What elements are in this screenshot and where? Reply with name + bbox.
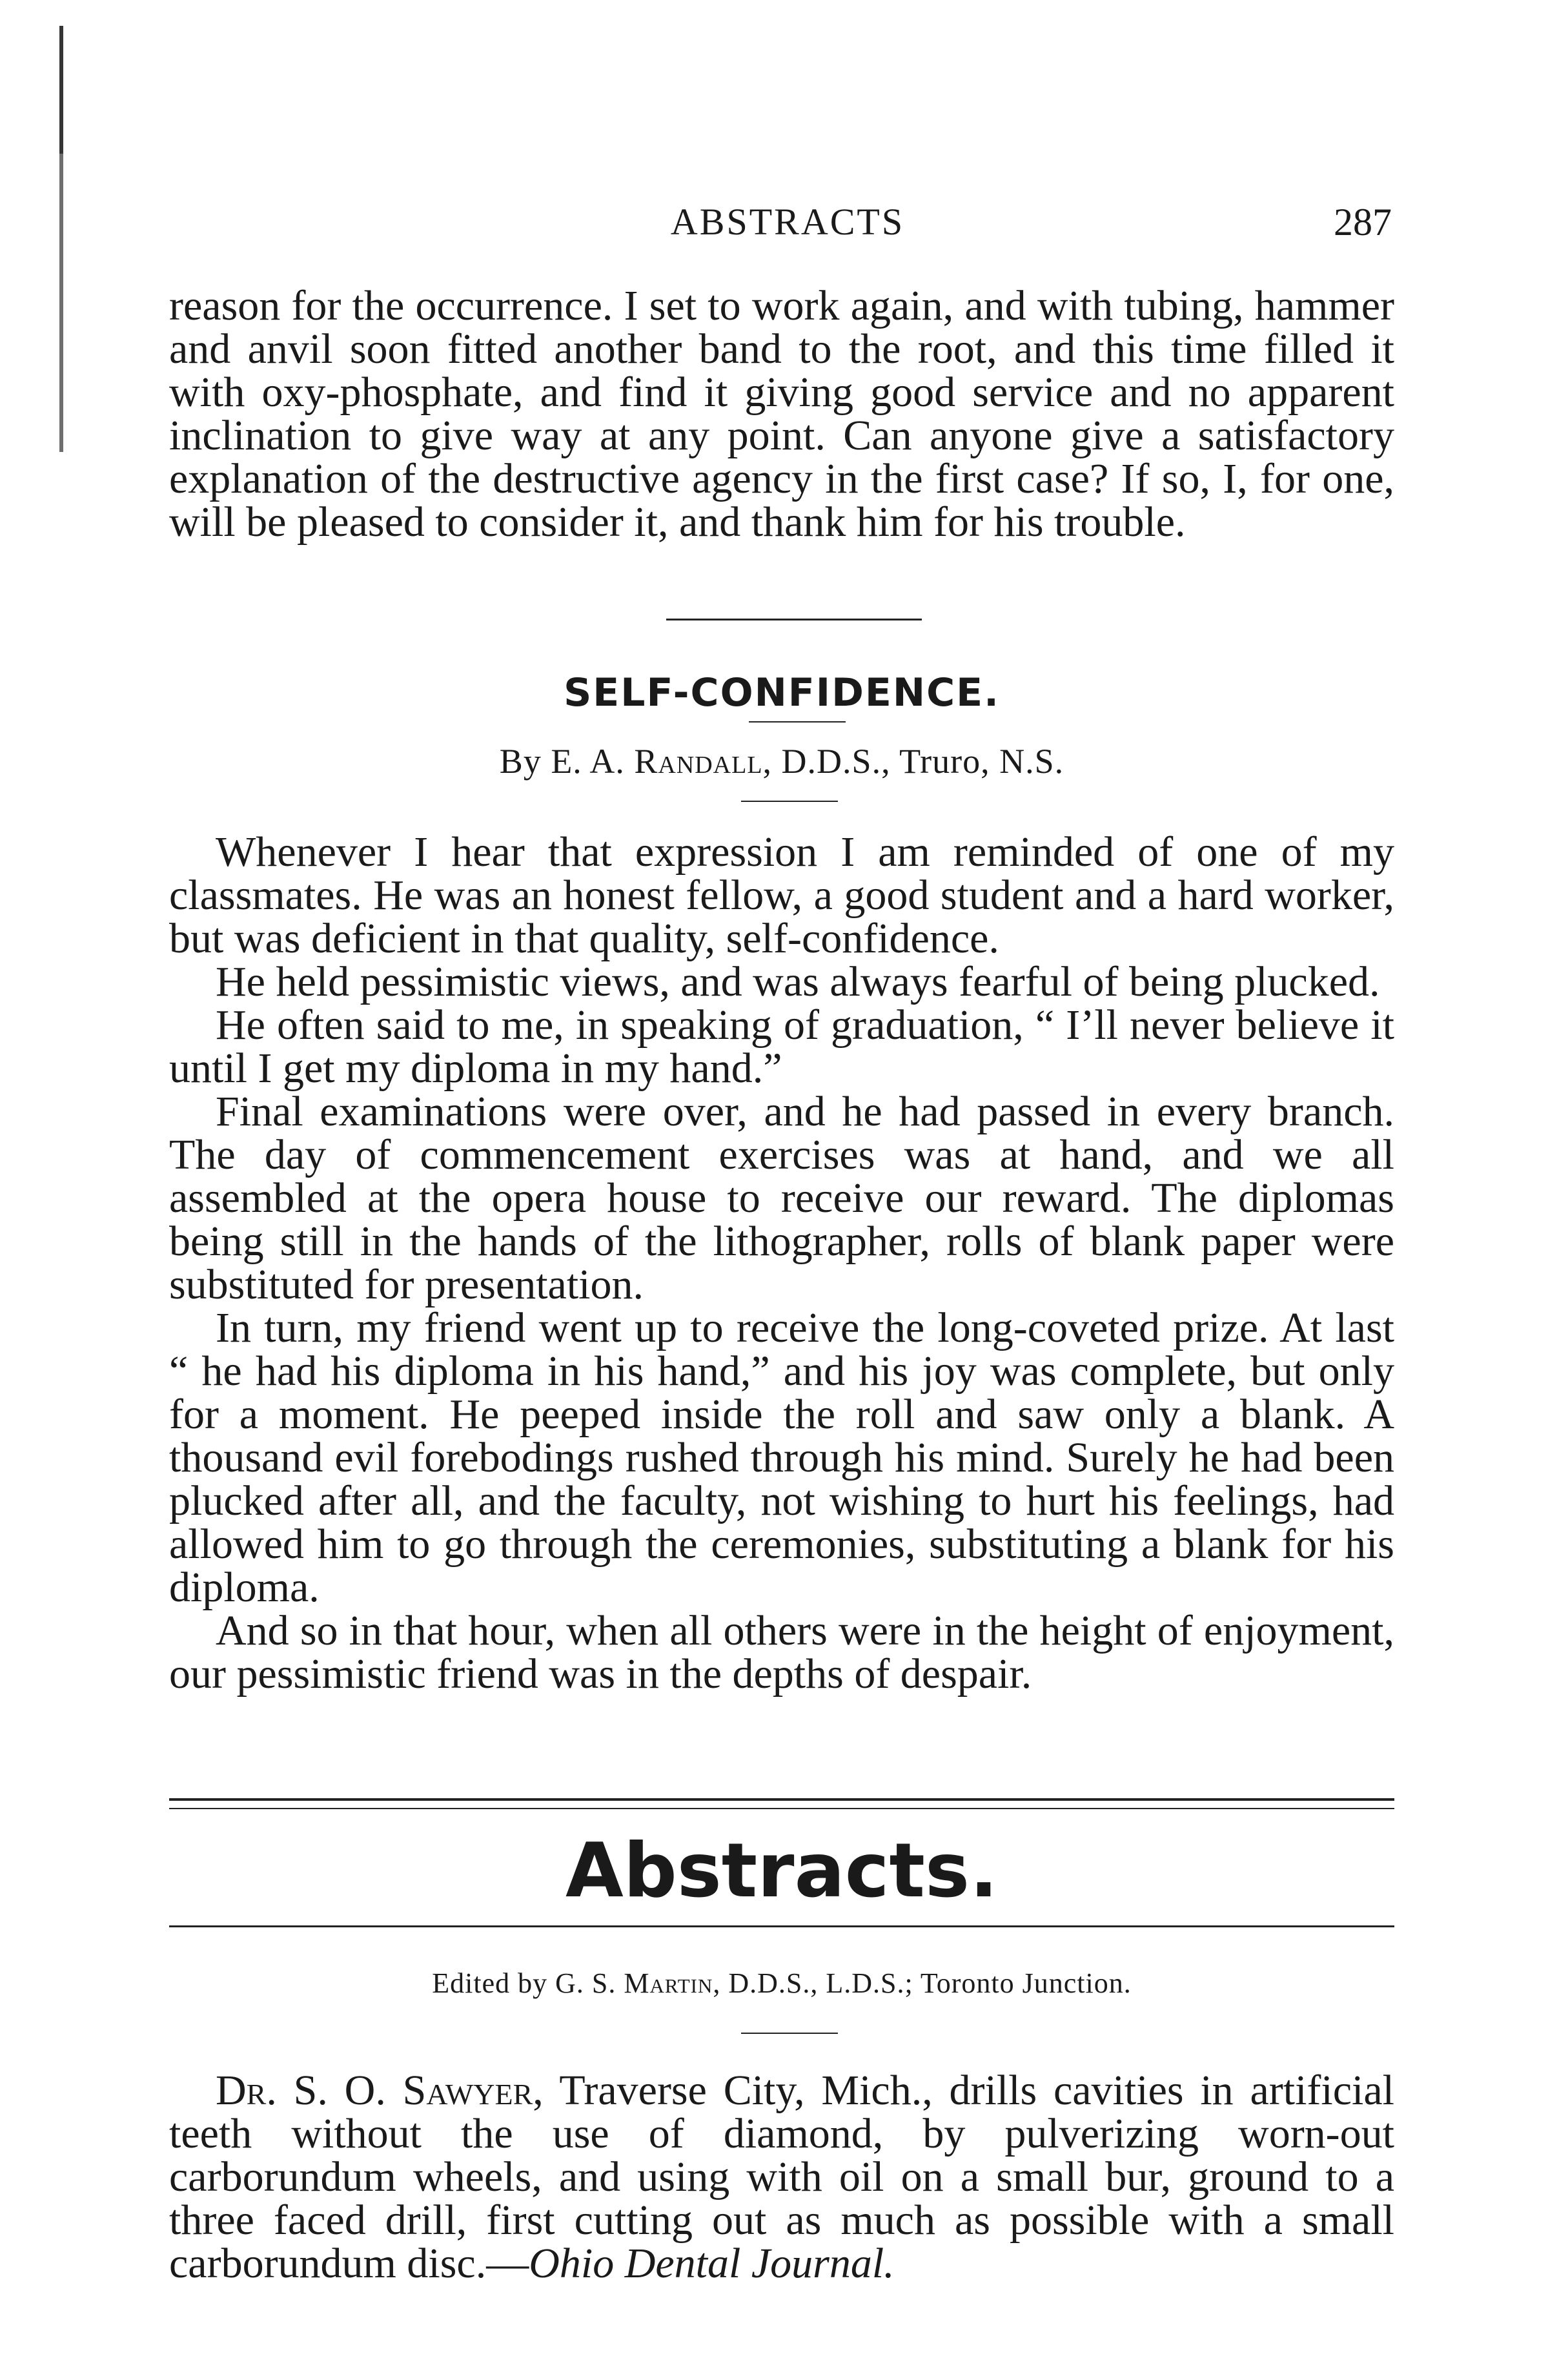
binding-edge-mark [59, 26, 63, 452]
double-rule-top [169, 1798, 1394, 1801]
article-byline [169, 741, 1394, 781]
editor-underline [741, 2033, 838, 2034]
editor-suffix: , D.D.S., L.D.S.; Toronto Junction. [713, 1967, 1132, 1999]
editor-credit [169, 1967, 1394, 2000]
article-paragraph: He held pessimistic views, and was always fearful of being plucked. [216, 958, 1380, 1005]
abstract-lead-initials: S. O. [276, 2067, 403, 2114]
article-paragraph: And so in that hour, when all others were in the height of enjoyment, our pessimistic friend was in the depths of despair. [169, 1607, 1394, 1697]
running-head [174, 200, 1401, 252]
article-body [169, 830, 1394, 1696]
abstracts-heading-rule [169, 1925, 1394, 1927]
article-paragraph: Whenever I hear that expression I am reminded of one of my classmates. He was an honest fellow, a good student and a hard worker, but was deficient in that quality, self-confidence. [169, 828, 1394, 962]
article-paragraph: In turn, my friend went up to receive the long-coveted prize. At last “ he had his diploma in his hand,” and his joy was complete, but only for a moment. He peeped inside the roll and saw only a blank. A thousand evil forebodings rushed through his mind. Surely he had been plucked after all, and the faculty, not wishing to hurt his feelings, had allowed him to go through the ceremonies, substituting a blank for his diploma. [169, 1304, 1394, 1611]
abstract-body: , Traverse City, Mich., drills cavities in artificial teeth without the use of diamond, by pulverizing worn-out carborundum wheels, and using with oil on a small bur, ground to a three faced drill, first cutting out as much as possible with a small carborundum disc.— [169, 2067, 1394, 2287]
continued-paragraph: reason for the occurrence. I set to work again, and with tubing, hammer and anvil soon fitted another band to the root, and this time filled it with oxy-phosphate, and find it giving good service and no apparent inclination to give way at any point. Can anyone give a satisfactory explanation of the destructive agency in the first case? If so, I, for one, will be pleased to consider it, and thank him for his trouble. [169, 282, 1394, 546]
abstract-paragraph [169, 2069, 1394, 2285]
abstract-lead-name: Sawyer [402, 2067, 533, 2114]
double-rule-bottom [169, 1808, 1394, 1809]
abstract-lead-title: Dr. [216, 2067, 277, 2114]
title-underline [749, 721, 846, 723]
continued-paragraph-block [169, 284, 1394, 544]
abstract-entry [169, 2069, 1394, 2285]
article-paragraph: He often said to me, in speaking of graduation, “ I’ll never believe it until I get my diploma in my hand.” [169, 1001, 1394, 1092]
byline-prefix: By E. A. [499, 742, 625, 781]
editor-name: Martin [624, 1967, 713, 1999]
abstracts-heading: Abstracts. [565, 1827, 999, 1914]
abstract-source: Ohio Dental Journal. [529, 2240, 895, 2287]
article-paragraph: Final examinations were over, and he had passed in every branch. The day of commencement exercises was at hand, and we all assembled at the opera house to receive our reward. The diplomas being still in the hands of the lithographer, rolls of blank paper were substituted for presentation. [169, 1088, 1394, 1308]
running-head-title: ABSTRACTS [670, 201, 905, 243]
byline-author: Randall [634, 742, 763, 781]
section-divider [666, 619, 922, 620]
editor-prefix: Edited by G. S. [432, 1967, 616, 1999]
page-number: 287 [1334, 201, 1392, 243]
byline-underline [741, 801, 838, 802]
article-title: SELF-CONFIDENCE. [564, 670, 1000, 715]
byline-suffix: , D.D.S., Truro, N.S. [762, 742, 1064, 781]
